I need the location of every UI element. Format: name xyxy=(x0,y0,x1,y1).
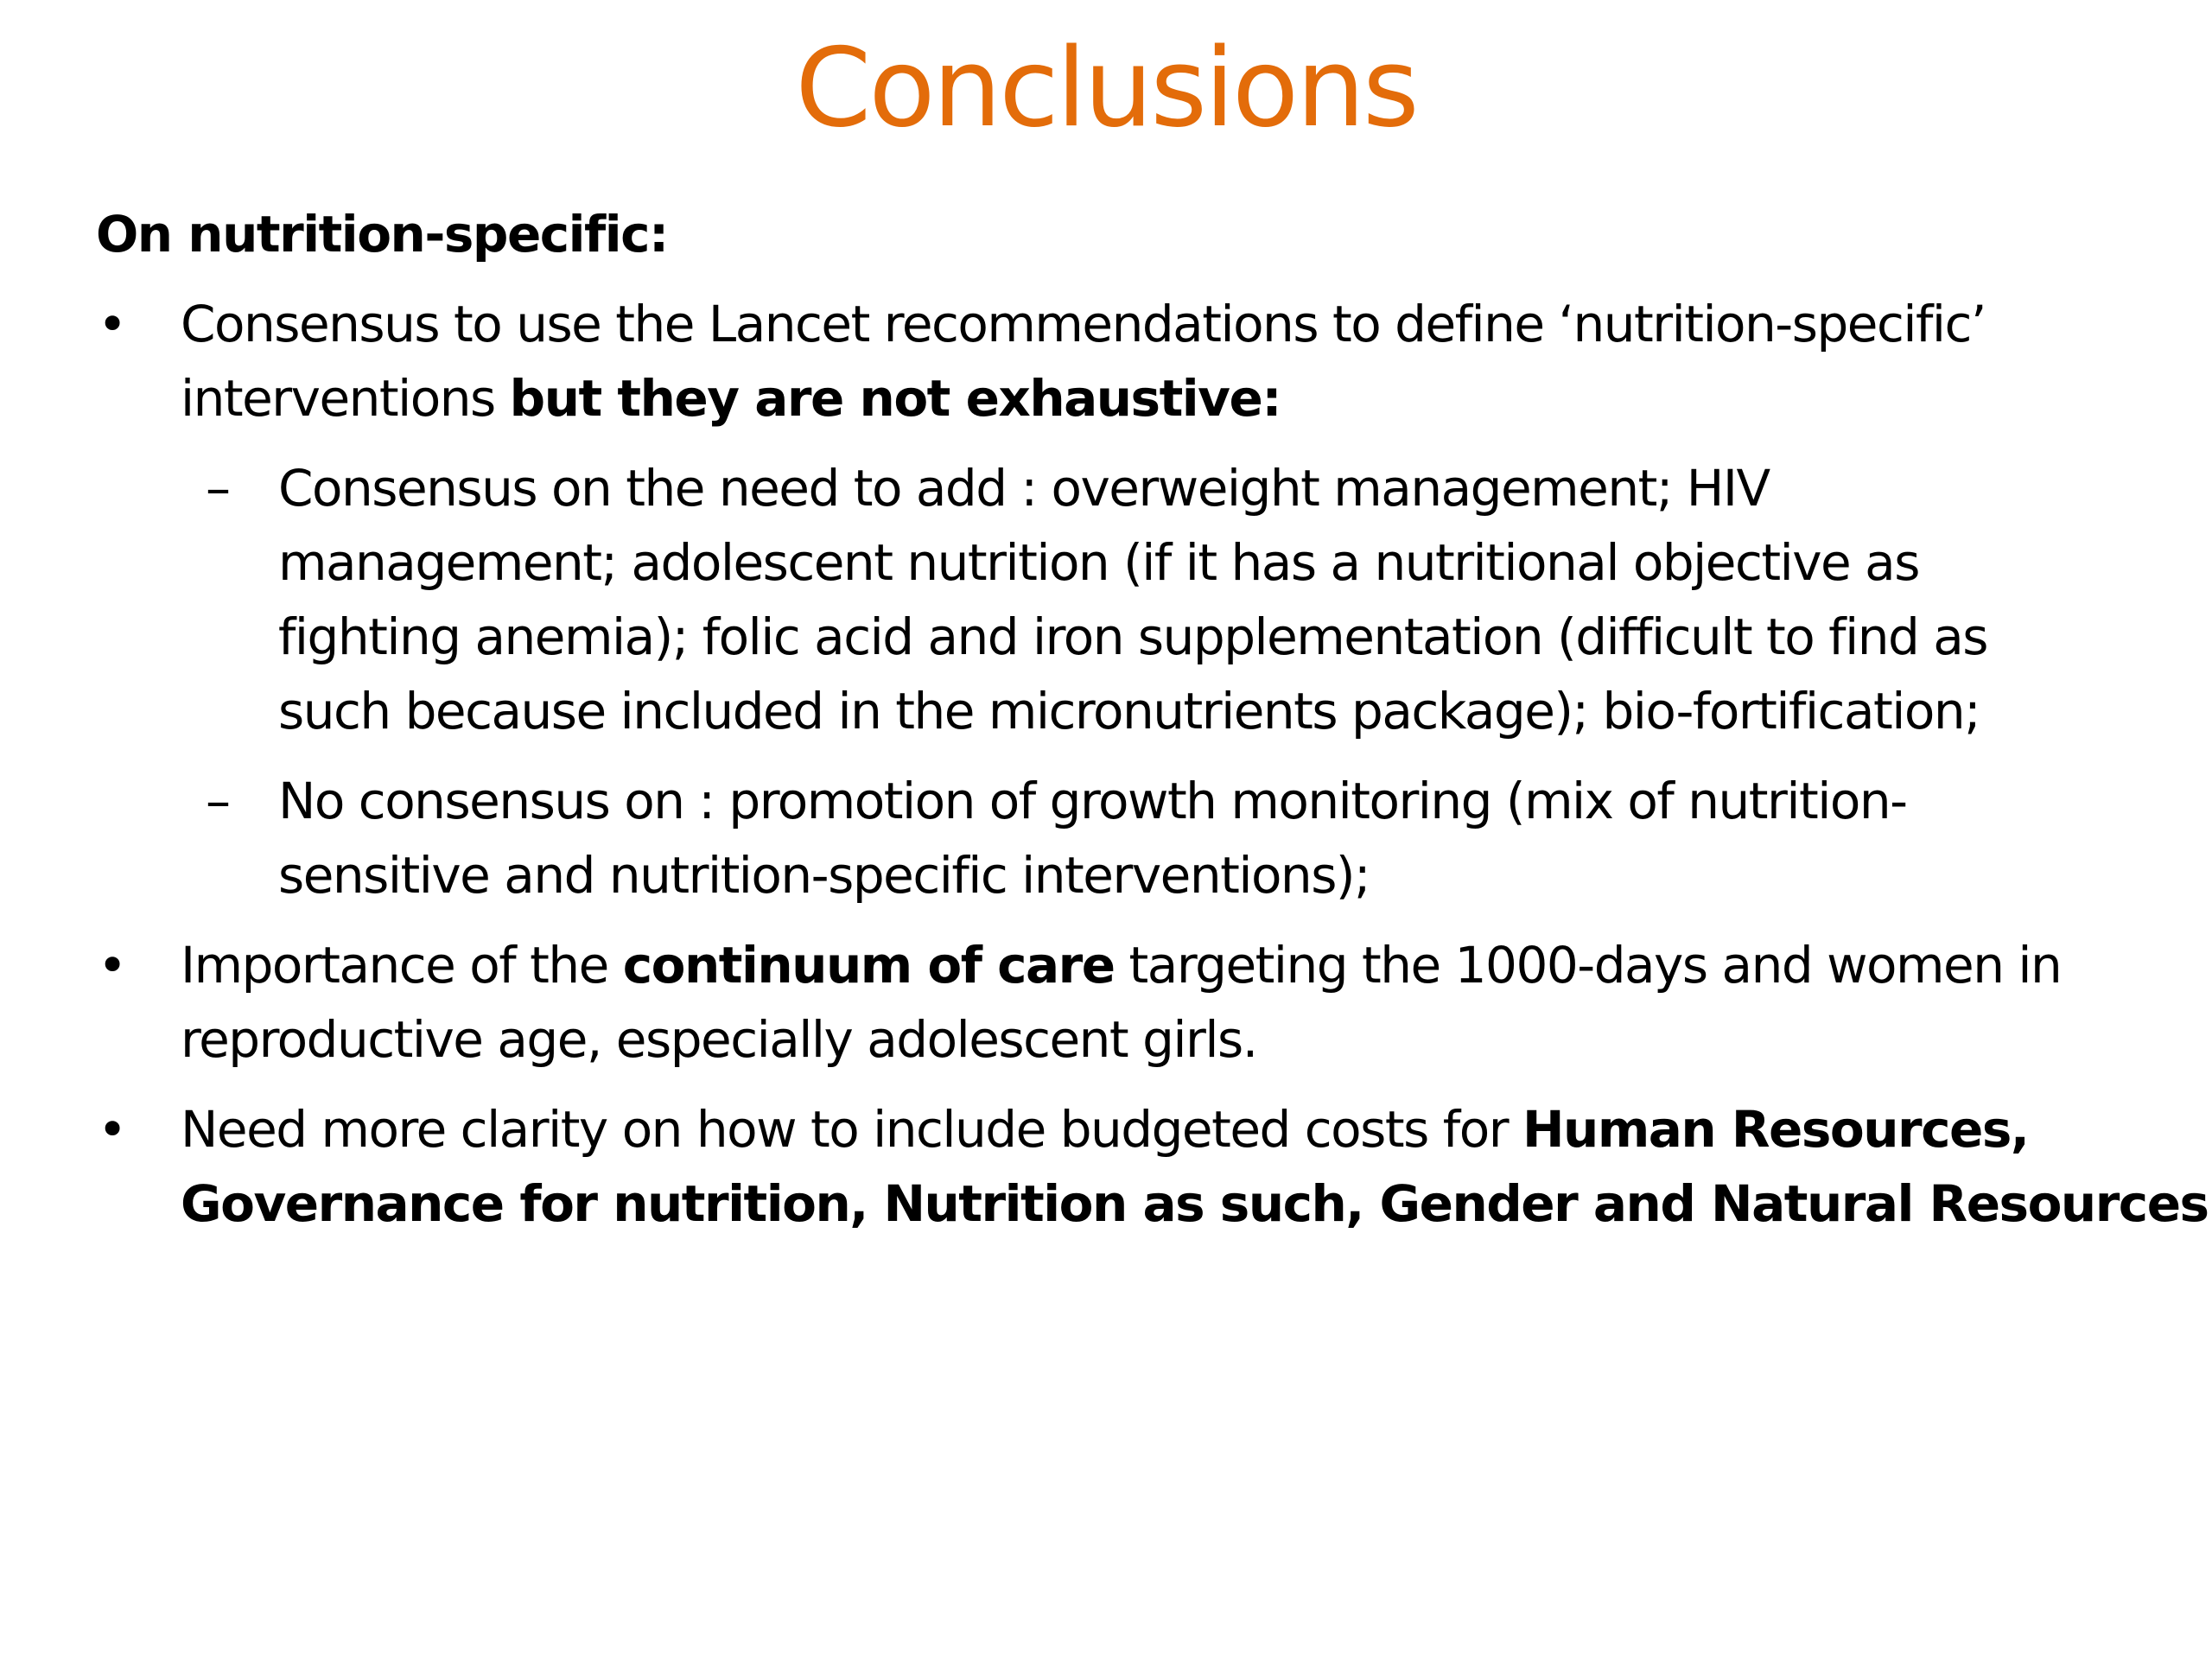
slide-title: Conclusions xyxy=(795,24,1417,151)
bullet-line-bold: Governance for nutrition, Nutrition as such, Gender and Natural Resources xyxy=(181,1174,2209,1233)
bullet-text-plain: Need more clarity on how to include budgeted costs for xyxy=(181,1100,1522,1159)
dash-marker: – xyxy=(206,772,231,830)
bullet-text-plain: interventions xyxy=(181,369,510,428)
sub-item-line: No consensus on : promotion of growth monitoring (mix of nutrition- xyxy=(278,772,1907,830)
dash-marker: – xyxy=(206,459,231,518)
bullet-line xyxy=(181,928,2194,1002)
bullet-marker: • xyxy=(98,1100,128,1159)
bullet-text-plain: Importance of the xyxy=(181,936,623,995)
sub-item-line: sensitive and nutrition-specific interventions); xyxy=(278,846,1370,905)
bullet-line xyxy=(181,361,2194,435)
bullet-marker: • xyxy=(98,936,128,995)
sub-item-line: such because included in the micronutrients package); bio-fortification; xyxy=(278,682,1980,741)
section-heading: On nutrition-specific: xyxy=(96,205,668,264)
bullet-text xyxy=(181,1092,2209,1241)
bullet-marker: • xyxy=(98,295,128,353)
bullet-text xyxy=(181,287,2194,435)
bullet-line xyxy=(181,1092,2194,1166)
sub-item-text xyxy=(278,764,2196,912)
bullet-text xyxy=(181,928,2194,1077)
sub-item-line: management; adolescent nutrition (if it has a nutritional objective as xyxy=(278,533,1919,592)
bullet-line: Consensus to use the Lancet recommendations to define ‘nutrition-specific’ xyxy=(181,295,1986,353)
bullet-line: reproductive age, especially adolescent girls. xyxy=(181,1010,1257,1069)
bullet-text-bold: Human Resources, xyxy=(1522,1100,2029,1159)
sub-item-text xyxy=(278,451,2196,748)
bullet-text-plain: targeting the 1000-days and women in xyxy=(1114,936,2062,995)
bullet-text-bold: continuum of care xyxy=(622,936,1115,995)
bullet-text-bold: but they are not exhaustive: xyxy=(509,369,1281,428)
sub-item-line: fighting anemia); folic acid and iron supplementation (difficult to find as xyxy=(278,607,1987,666)
sub-item-line: Consensus on the need to add : overweight management; HIV xyxy=(278,459,1770,518)
